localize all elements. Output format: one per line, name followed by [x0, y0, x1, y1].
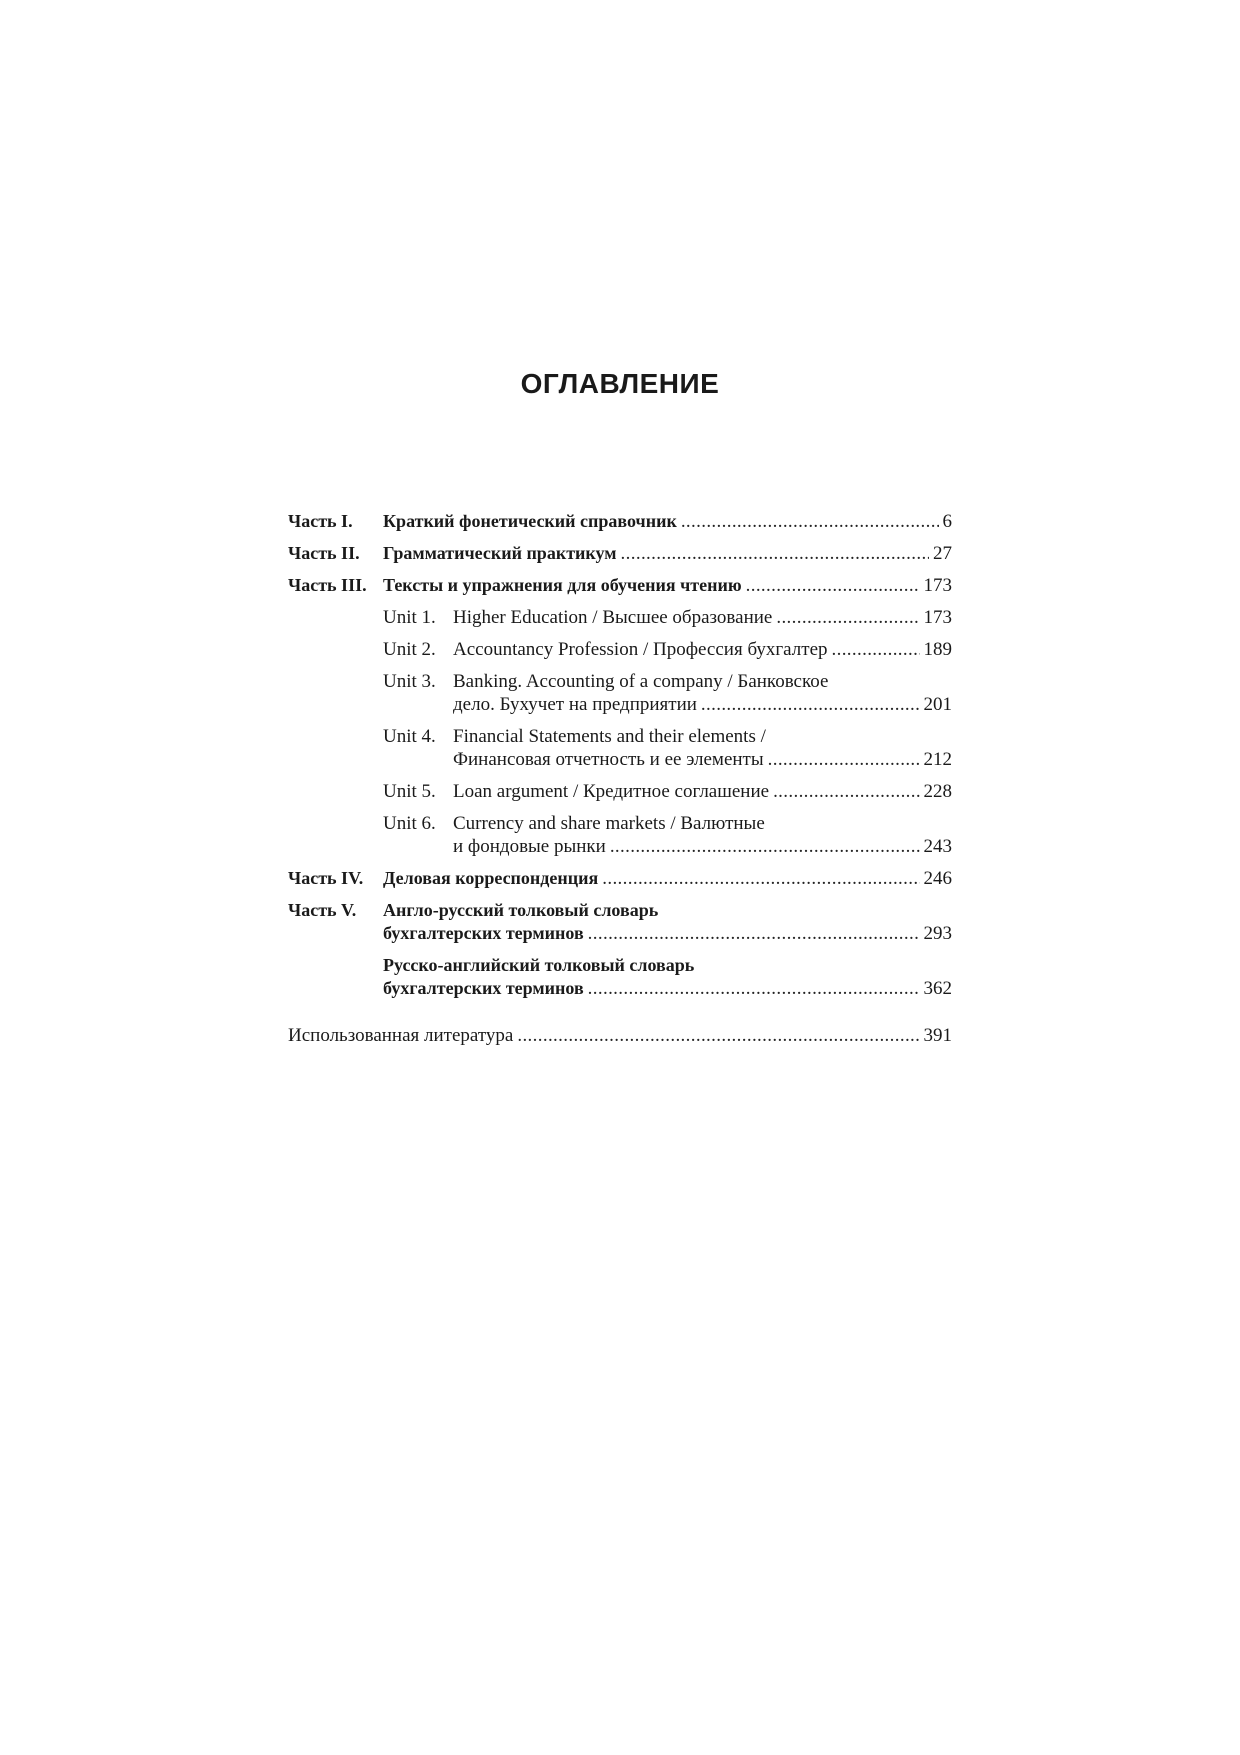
toc-entry-unit-5[interactable] [288, 780, 952, 803]
entry-title-line-1: Financial Statements and their elements / [453, 726, 766, 747]
page-number: 27 [933, 543, 952, 564]
entry-title: дело. Бухучет на предприятии [453, 694, 697, 715]
part-label: Часть I. [288, 511, 353, 531]
page-number: 173 [923, 575, 952, 596]
toc-entry-part-5-dictionary-2[interactable] [288, 954, 952, 1000]
toc-entry-unit-1[interactable] [288, 606, 952, 629]
unit-label: Unit 6. [383, 813, 436, 834]
toc-entry-unit-6[interactable] [288, 812, 952, 858]
entry-title: Тексты и упражнения для обучения чтению [383, 575, 742, 595]
page-title: ОГЛАВЛЕНИЕ [520, 368, 720, 399]
dot-leader [773, 780, 919, 803]
entry-title: Грамматический практикум [383, 543, 617, 563]
dot-leader [832, 638, 920, 661]
entry-title-line-1: Currency and share markets / Валютные [453, 813, 765, 834]
toc-entry-part-5[interactable] [288, 899, 952, 945]
page-number: 246 [923, 868, 952, 889]
part-label: Часть IV. [288, 868, 364, 888]
toc-entry-part-3[interactable] [288, 574, 952, 597]
entry-title: Higher Education / Высшее образование [453, 607, 773, 628]
entry-title: Краткий фонетический справочник [383, 511, 677, 531]
unit-label: Unit 1. [383, 607, 436, 628]
toc-entry-part-1[interactable] [288, 510, 952, 533]
dot-leader [602, 867, 919, 890]
page-number: 362 [923, 978, 952, 999]
page-number: 243 [923, 836, 952, 857]
toc-entry-unit-2[interactable] [288, 638, 952, 661]
page-number: 212 [923, 749, 952, 770]
dot-leader [681, 510, 939, 533]
entry-title-line-1: Banking. Accounting of a company / Банковское [453, 671, 829, 692]
entry-title: Accountancy Profession / Профессия бухгалтер [453, 639, 828, 660]
entry-title: бухгалтерских терминов [383, 978, 584, 998]
entry-title: Использованная литература [288, 1025, 514, 1046]
page-number: 228 [923, 781, 952, 802]
part-label: Часть III. [288, 575, 367, 595]
page-number: 6 [942, 511, 952, 532]
page-number: 173 [923, 607, 952, 628]
dot-leader [701, 693, 920, 716]
entry-title: Финансовая отчетность и ее элементы [453, 749, 764, 770]
page-number: 189 [923, 639, 952, 660]
unit-label: Unit 4. [383, 726, 436, 747]
dot-leader [588, 922, 920, 945]
entry-title-line-1: Англо-русский толковый словарь [383, 900, 659, 920]
dot-leader [768, 748, 920, 771]
unit-label: Unit 2. [383, 639, 436, 660]
dot-leader [776, 606, 919, 629]
page-number: 201 [923, 694, 952, 715]
part-label: Часть V. [288, 900, 357, 920]
entry-title: Деловая корреспонденция [383, 868, 599, 888]
unit-label: Unit 5. [383, 781, 436, 802]
toc-entry-unit-3[interactable] [288, 670, 952, 716]
dot-leader [621, 542, 929, 565]
dot-leader [610, 835, 920, 858]
toc-entry-bibliography[interactable] [288, 1024, 952, 1047]
dot-leader [746, 574, 920, 597]
page-number: 391 [923, 1025, 952, 1046]
dot-leader [517, 1024, 919, 1047]
entry-title-line-1: Русско-английский толковый словарь [383, 955, 695, 975]
entry-title: бухгалтерских терминов [383, 923, 584, 943]
entry-title: Loan argument / Кредитное соглашение [453, 781, 770, 802]
part-label: Часть II. [288, 543, 360, 563]
unit-label: Unit 3. [383, 671, 436, 692]
toc-entry-unit-4[interactable] [288, 725, 952, 771]
toc-entry-part-4[interactable] [288, 867, 952, 890]
page-number: 293 [923, 923, 952, 944]
entry-title: и фондовые рынки [453, 836, 606, 857]
table-of-contents [288, 510, 952, 1056]
dot-leader [588, 977, 920, 1000]
toc-entry-part-2[interactable] [288, 542, 952, 565]
